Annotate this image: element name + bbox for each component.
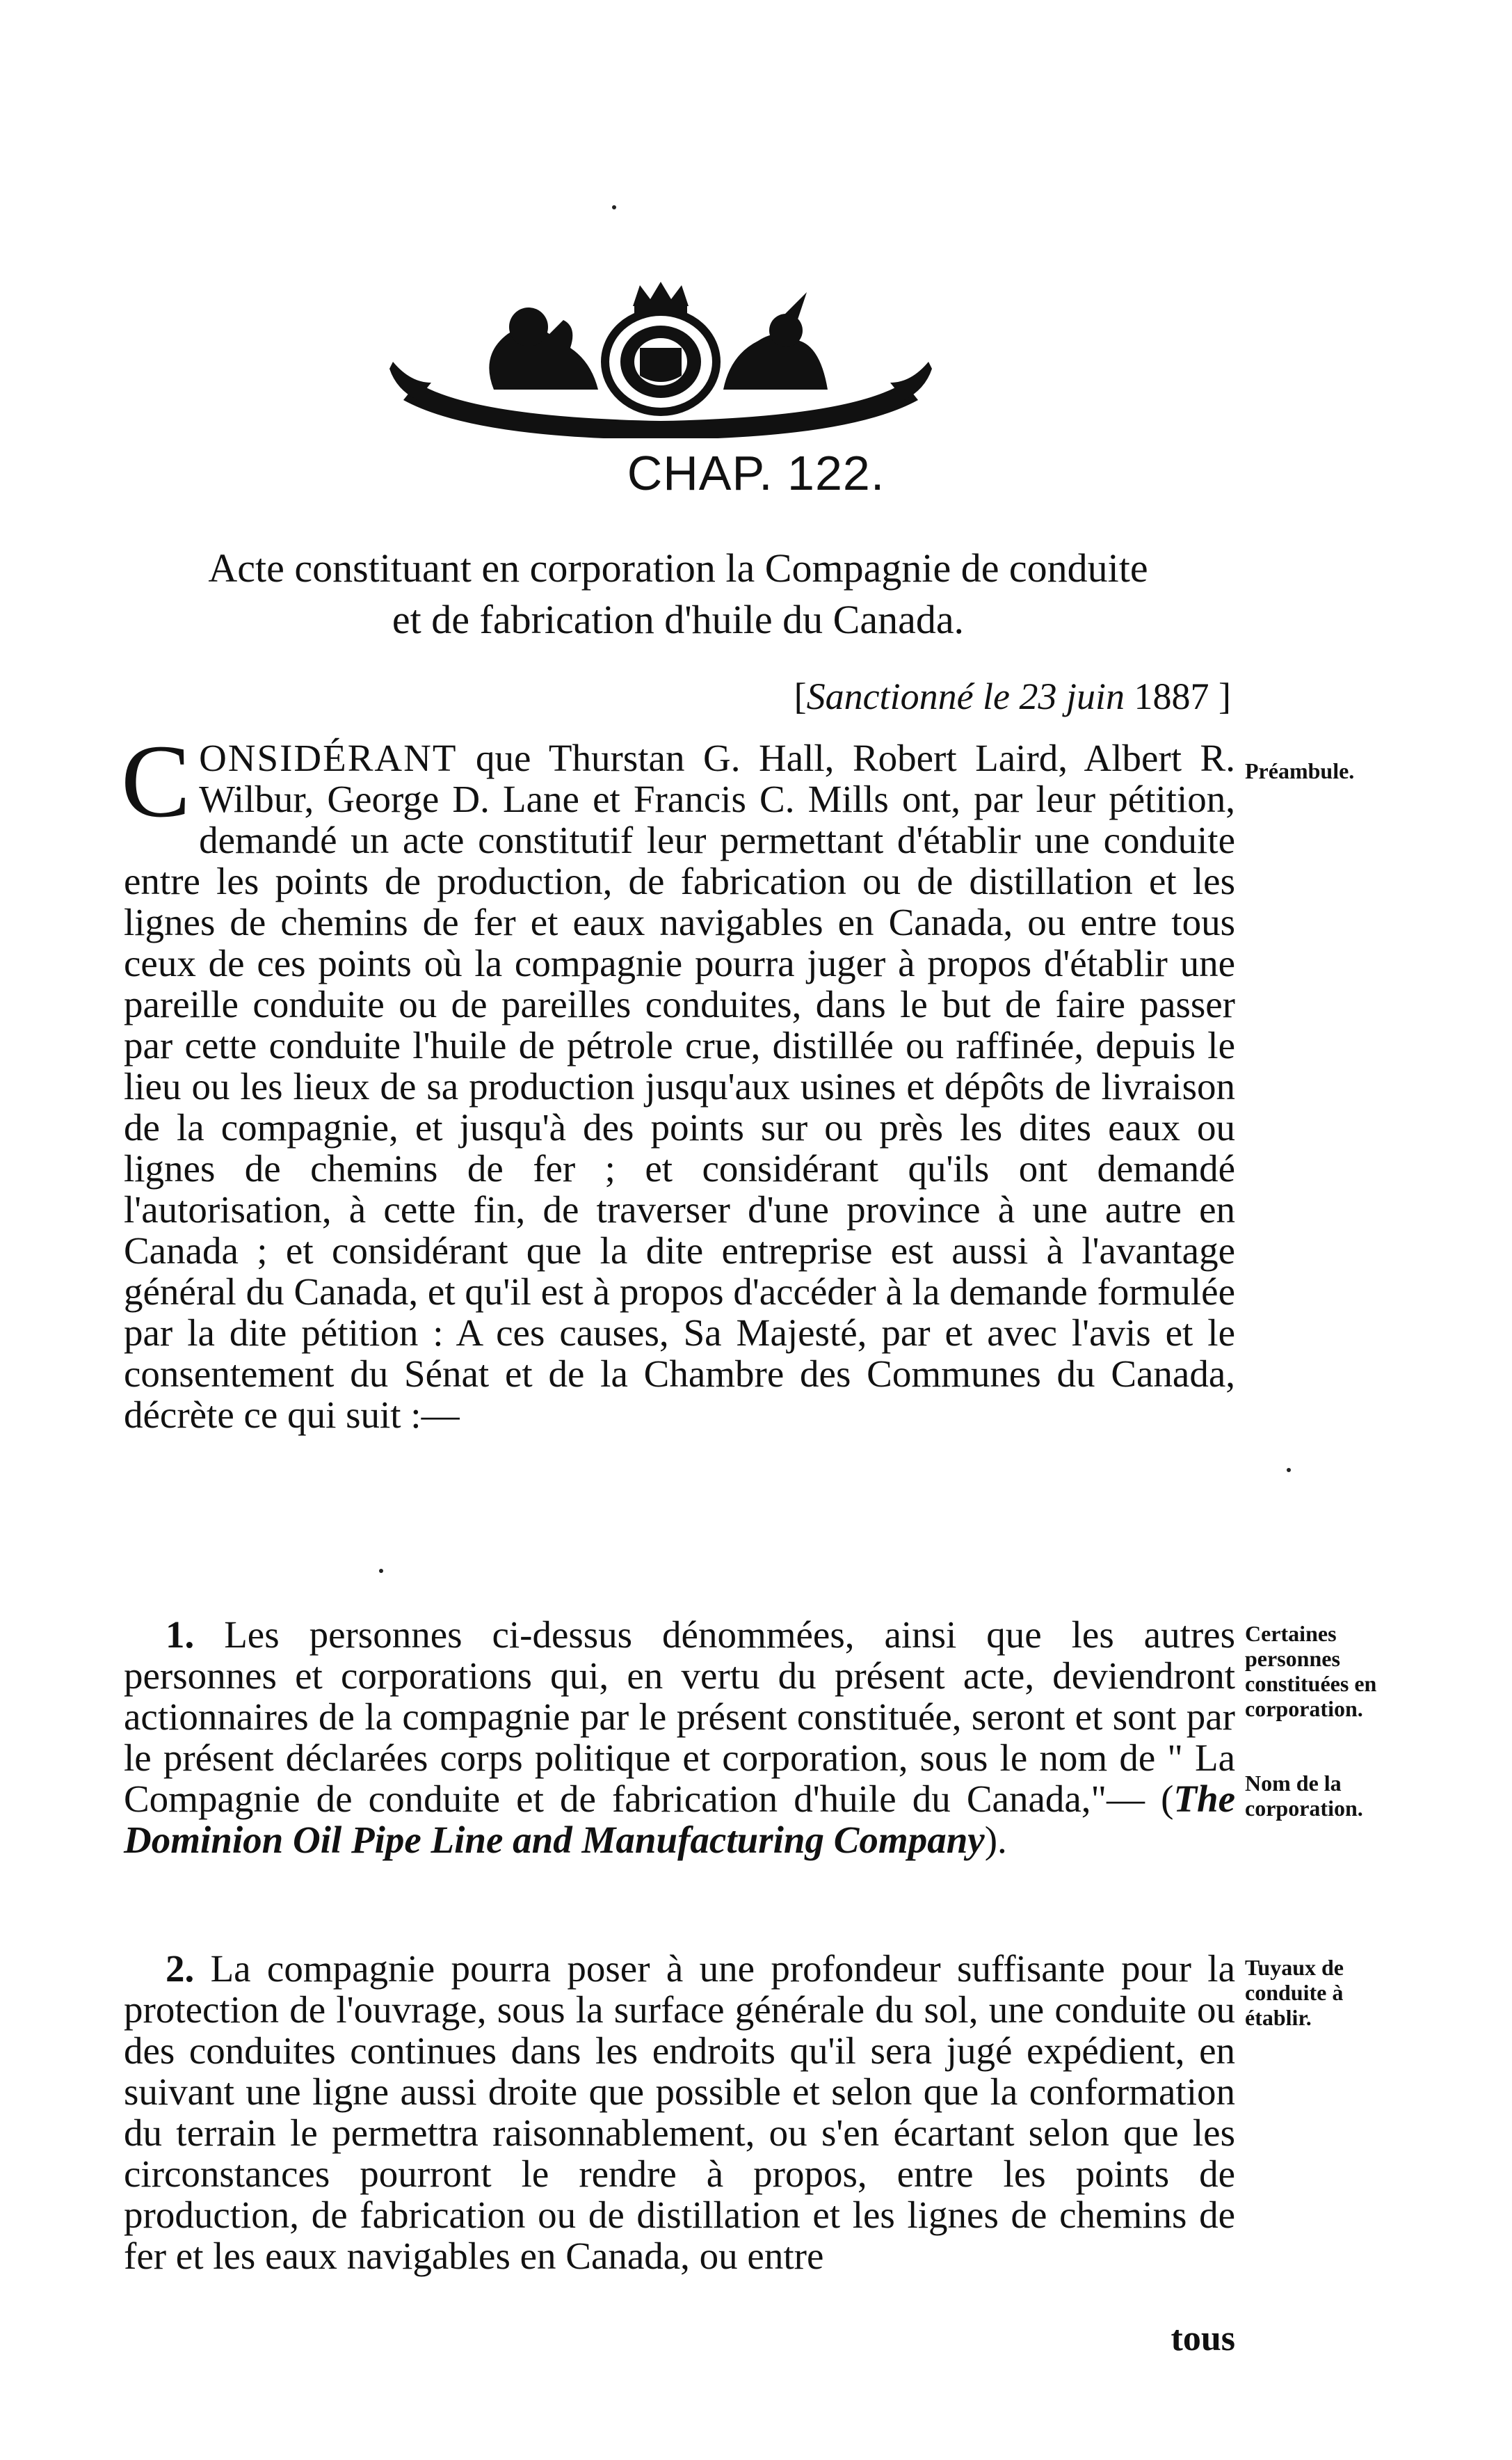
print-speck (612, 205, 616, 209)
section-1-text: Les personnes ci-dessus dénommées, ainsi que les autres personnes et corporations qui, en vertu du présent acte, deviendront actionnaires de la compagnie par le présent constituée, seront et sont par le présent déclarées corps politique et corporation, sous le nom de " La Compagnie de conduite et de fabrication d'huile du Canada,"— ( (124, 1613, 1235, 1820)
margin-note-preamble: Préambule. (1245, 758, 1355, 783)
section-2-number: 2. (166, 1947, 195, 1990)
chapter-heading: CHAP. 122. (627, 446, 885, 500)
margin-note-name: Nom de la corporation. (1245, 1771, 1363, 1821)
act-title-line-2: et de fabrication d'huile du Canada. (392, 597, 965, 642)
drop-cap: C (121, 724, 191, 839)
catchword: tous (1171, 2319, 1235, 2358)
section-1-number: 1. (166, 1613, 195, 1656)
act-title-line-1: Acte constituant en corporation la Compagnie de conduite (208, 545, 1148, 591)
sanction-bracket: [ (794, 676, 807, 717)
section-1 (124, 1614, 1235, 1860)
section-1-end: ). (984, 1819, 1007, 1861)
section-2 (124, 1948, 1235, 2276)
sanction-text: Sanctionné le 23 juin (806, 676, 1125, 717)
act-title (125, 543, 1231, 646)
preamble-lead-word: ONSIDÉRANT (199, 737, 458, 779)
print-speck (1287, 1468, 1291, 1472)
sanction-date (661, 675, 1231, 718)
section-2-text: La compagnie pourra poser à une profondeur suffisante pour la protection de l'ouvrage, sous la surface générale du sol, une conduite ou des conduites continues dans les endroits qu'il sera jugé expédient, en suivant une ligne aussi droite que possible et selon que la conformation du terrain le permettra raisonnablement, ou s'en écartant selon que les circonstances pourront le rendre à propos, entre les points de production, de fabrication ou de distillation et les lignes de chemins de fer et les eaux navigables en Canada, ou entre (124, 1947, 1235, 2277)
preamble-paragraph (121, 724, 1235, 1436)
royal-crest (389, 278, 932, 438)
sanction-year: 1887 ] (1134, 676, 1231, 717)
print-speck (379, 1569, 383, 1573)
preamble-text: que Thurstan G. Hall, Robert Laird, Albert R. Wilbur, George D. Lane et Francis C. Mills ont, par leur pétition, demandé un acte constitutif leur permettant d'établir une conduite entre les points de production, de fabrication ou de distillation et les lignes de chemins de fer et eaux navigables en Canada, ou entre tous ceux de ces points où la compagnie pourra juger à propos d'établir une pareille conduite ou de pareilles conduites, dans le but de faire passer par cette conduite l'huile de pétrole crue, distillée ou raffinée, depuis le lieu ou les lieux de sa production jusqu'aux usines et dépôts de livraison de la compagnie, et jusqu'à des points sur ou près les dites eaux ou lignes de chemins de fer ; et considérant qu'ils ont demandé l'autorisation, à cette fin, de traverser d'une province à une autre en Canada ; et considérant que la dite entreprise est aussi à l'avantage général du Canada, et qu'il est à propos d'accéder à la demande formulée par la dite pétition : A ces causes, Sa Majesté, par et avec l'avis et le consentement du Sénat et de la Chambre des Communes du Canada, décrète ce qui suit :— (124, 737, 1235, 1436)
coat-of-arms-icon (389, 278, 932, 438)
margin-note-pipes: Tuyaux de conduite à établir. (1245, 1955, 1344, 2030)
section-1-english-name: The Dominion Oil Pipe Line and Manufacturing Company (124, 1778, 1235, 1861)
margin-note-corporation: Certaines personnes constituées en corporation. (1245, 1621, 1377, 1721)
